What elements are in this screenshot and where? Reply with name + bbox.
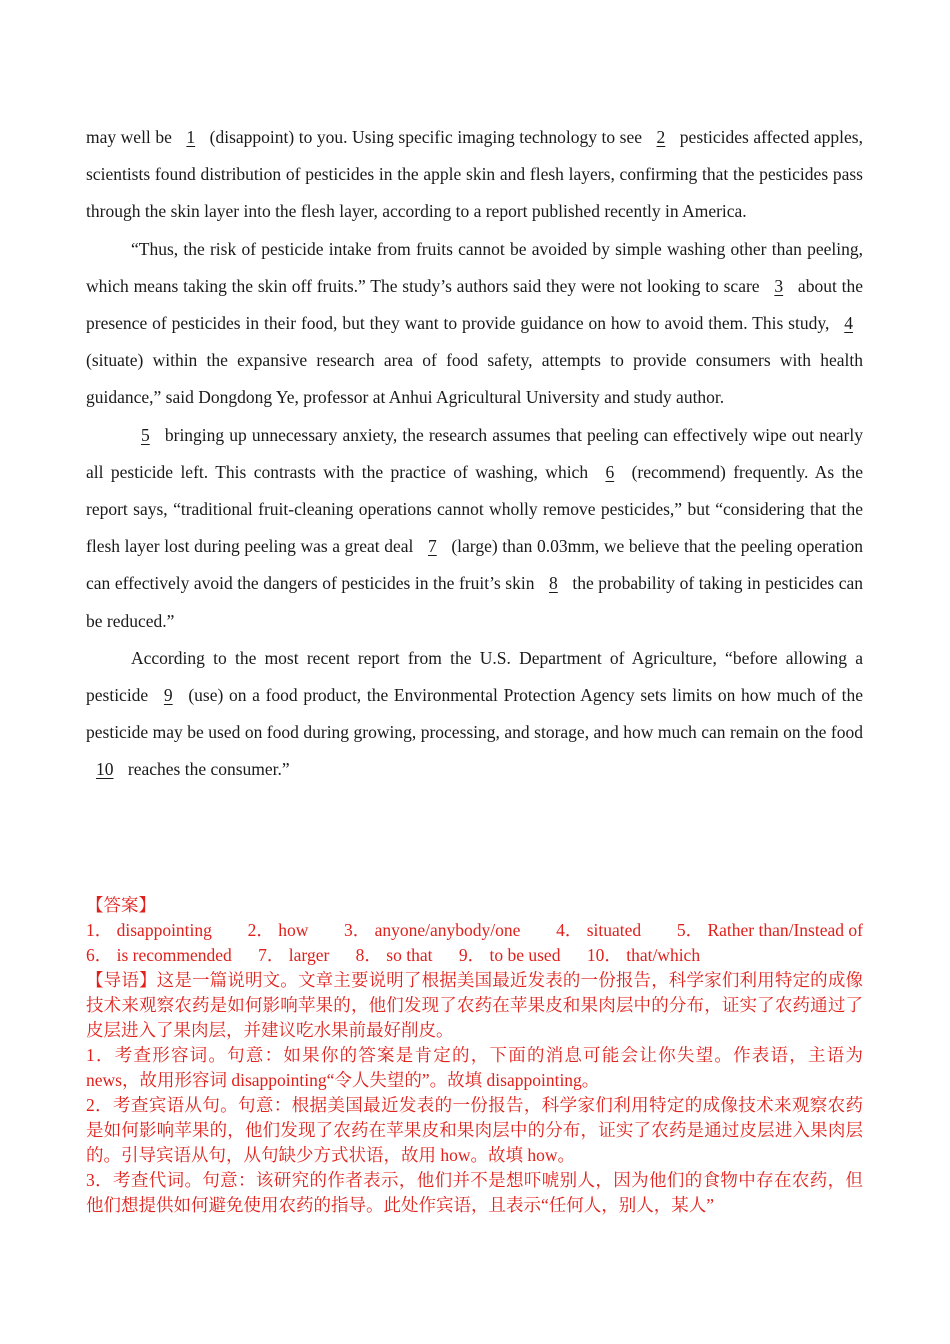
paragraph-1 bbox=[86, 119, 863, 231]
answer-item: 8． so that bbox=[355, 945, 433, 965]
explanation-3: 3．考查代词。句意：该研究的作者表示，他们并不是想吓唬别人，因为他们的食物中存在农药，但他们想提供如何避免使用农药的指导。此处作宾语，且表示“任何人，别人，某人” bbox=[86, 1170, 863, 1215]
answer-item: 3． anyone/anybody/one bbox=[344, 920, 521, 940]
answer-item: 2． how bbox=[247, 920, 309, 940]
answer-item: 9． to be used bbox=[458, 945, 561, 965]
answer-item: 7． larger bbox=[258, 945, 330, 965]
answer-item: 5． Rather than/Instead of bbox=[676, 920, 863, 940]
passage-text: “Thus, the risk of pesticide intake from fruits cannot be avoided by simple washing other than peeling, which means taking the skin off fruits.” The study’s authors said they were not looking to scare bbox=[86, 238, 863, 296]
blank-4: 4 bbox=[844, 313, 853, 334]
answer-section bbox=[86, 893, 863, 1218]
passage-text: (use) on a food product, the Environmental Protection Agency sets limits on how much of the pesticide may be used on food during growing, processing, and storage, and how much can remain on the food bbox=[86, 685, 864, 743]
blank-7: 7 bbox=[428, 536, 437, 557]
answer-item: 1． disappointing bbox=[86, 920, 212, 940]
answer-heading: 【答案】 bbox=[86, 895, 156, 915]
explanation-1: 1．考查形容词。句意：如果你的答案是肯定的，下面的消息可能会让你失望。作表语，主语为 news，故用形容词 disappointing“令人失望的”。故填 disappointing。 bbox=[86, 1045, 863, 1090]
answer-item: 4． situated bbox=[556, 920, 642, 940]
answer-item: 10． that/which bbox=[586, 945, 701, 965]
blank-6: 6 bbox=[605, 461, 615, 482]
answer-row-1 bbox=[86, 918, 863, 943]
paragraph-4 bbox=[86, 640, 863, 789]
passage-text: (recommend) frequently. As the report says, “traditional fruit-cleaning operations cannot wholly remove pesticides,” but “considering that the flesh layer lost during peeling was a great deal bbox=[86, 461, 863, 557]
passage-text: (large) than 0.03mm, we believe that the peeling operation can effectively avoid the dangers of pesticides in the fruit’s skin bbox=[86, 536, 863, 594]
answer-row-2 bbox=[86, 943, 863, 968]
guide-text: 【导语】这是一篇说明文。文章主要说明了根据美国最近发表的一份报告，科学家们利用特定的成像技术来观察农药是如何影响苹果的，他们发现了农药在苹果皮和果肉层中的分布，证实了农药通过了皮层进入了果肉层，并建议吃水果前最好削皮。 bbox=[86, 970, 863, 1040]
passage-text: reaches the consumer.” bbox=[123, 759, 290, 780]
blank-9: 9 bbox=[163, 685, 173, 706]
passage-text: (situate) within the expansive research area of food safety, attempts to provide consumers with health guidance,” said Dongdong Ye, professor at Anhui Agricultural University and study author. bbox=[86, 350, 863, 408]
passage-text: pesticides affected apples, scientists found distribution of pesticides in the apple skin and flesh layers, confirming that the pesticides pass through the skin layer into the flesh layer, according to a report published recently in America. bbox=[86, 127, 863, 222]
passage-text: (disappoint) to you. Using specific imaging technology to see bbox=[205, 127, 647, 147]
blank-3: 3 bbox=[774, 275, 784, 296]
passage-text: According to the most recent report from the U.S. Department of Agriculture, “before allowing a pesticide bbox=[86, 647, 863, 706]
blank-5: 5 bbox=[141, 424, 150, 445]
blank-8: 8 bbox=[549, 573, 558, 594]
blank-10: 10 bbox=[96, 759, 114, 780]
passage-text: the probability of taking in pesticides can be reduced.” bbox=[86, 573, 864, 631]
explanation-2: 2．考查宾语从句。句意：根据美国最近发表的一份报告，科学家们利用特定的成像技术来观察农药是如何影响苹果的，他们发现了农药在苹果皮和果肉层中的分布，证实了农药是通过皮层进入果肉层的。引导宾语从句，从句缺少方式状语，故用 how。故填 how。 bbox=[86, 1095, 863, 1165]
blank-1: 1 bbox=[186, 127, 196, 147]
passage-text: about the presence of pesticides in their food, but they want to provide guidance on how to avoid them. This study, bbox=[86, 275, 863, 334]
paragraph-2 bbox=[86, 231, 863, 417]
blank-2: 2 bbox=[656, 127, 666, 147]
passage-text: may well be bbox=[86, 127, 177, 147]
reading-passage bbox=[86, 119, 863, 789]
paragraph-3 bbox=[86, 417, 863, 640]
passage-text: bringing up unnecessary anxiety, the research assumes that peeling can effectively wipe out nearly all pesticide left. This contrasts with the practice of washing, which bbox=[86, 424, 863, 482]
answer-item: 6． is recommended bbox=[86, 945, 232, 965]
